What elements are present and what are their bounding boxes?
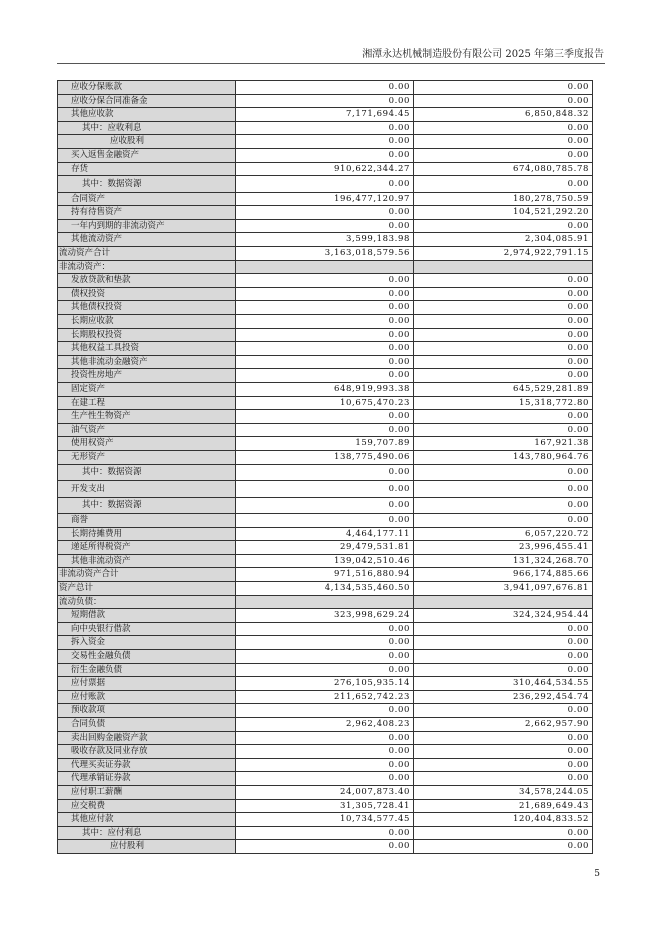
prior-period-value: 0.00 [414,481,593,498]
current-period-value: 0.00 [236,464,414,481]
current-period-value: 0.00 [236,649,414,663]
table-row [58,481,593,498]
prior-period-value: 0.00 [414,135,593,149]
table-row [58,649,593,663]
current-period-value: 24,007,873.40 [236,785,414,799]
current-period-value: 0.00 [236,81,414,95]
prior-period-value: 0.00 [414,121,593,135]
table-row [58,497,593,514]
prior-period-value: 0.00 [414,826,593,840]
current-period-value: 0.00 [236,342,414,356]
current-period-value: 0.00 [236,772,414,786]
current-period-value: 0.00 [236,219,414,233]
current-period-value: 910,622,344.27 [236,162,414,176]
row-label: 非流动资产： [58,260,236,274]
current-period-value: 4,134,535,460.50 [236,582,414,596]
prior-period-value: 0.00 [414,219,593,233]
prior-period-value: 0.00 [414,497,593,514]
prior-period-value: 0.00 [414,745,593,759]
table-row [58,219,593,233]
prior-period-value: 0.00 [414,649,593,663]
prior-period-value: 34,578,244.05 [414,785,593,799]
current-period-value: 10,675,470.23 [236,396,414,410]
row-label: 吸收存款及同业存放 [58,745,236,759]
table-row [58,162,593,176]
table-row [58,731,593,745]
table-row [58,437,593,451]
table-row [58,745,593,759]
section-header-row [58,595,593,609]
table-row [58,813,593,827]
current-period-value: 0.00 [236,826,414,840]
table-row [58,423,593,437]
table-row [58,717,593,731]
row-label: 衍生金融负债 [58,663,236,677]
row-label: 长期股权投资 [58,328,236,342]
prior-period-value: 0.00 [414,704,593,718]
row-label: 其中：应收利息 [58,121,236,135]
table-row [58,355,593,369]
report-header-title: 湘潭永达机械制造股份有限公司 2025 年第三季度报告 [362,49,604,60]
prior-period-value: 143,780,964.76 [414,450,593,464]
prior-period-value: 0.00 [414,514,593,528]
current-period-value: 0.00 [236,274,414,288]
current-period-value: 0.00 [236,410,414,424]
row-label: 流动负债： [58,595,236,609]
table-row [58,382,593,396]
row-label: 生产性生物资产 [58,410,236,424]
table-row [58,315,593,329]
row-label: 代理买卖证券款 [58,758,236,772]
row-label: 合同负债 [58,717,236,731]
row-label: 投资性房地产 [58,369,236,383]
current-period-value: 648,919,993.38 [236,382,414,396]
row-label: 开发支出 [58,481,236,498]
current-period-value: 0.00 [236,176,414,193]
current-period-value: 0.00 [236,497,414,514]
row-label: 固定资产 [58,382,236,396]
prior-period-value [414,595,593,609]
current-period-value: 139,042,510.46 [236,554,414,568]
row-label: 合同资产 [58,192,236,206]
current-period-value [236,260,414,274]
table-row [58,135,593,149]
row-label: 其他非流动资产 [58,554,236,568]
row-label: 债权投资 [58,287,236,301]
row-label: 预收款项 [58,704,236,718]
prior-period-value: 0.00 [414,758,593,772]
current-period-value: 0.00 [236,745,414,759]
row-label: 长期待摊费用 [58,527,236,541]
current-period-value: 7,171,694.45 [236,108,414,122]
prior-period-value: 0.00 [414,81,593,95]
prior-period-value: 2,304,085.91 [414,233,593,247]
table-row [58,247,593,261]
current-period-value: 138,775,490.06 [236,450,414,464]
row-label: 其他权益工具投资 [58,342,236,356]
row-label: 其他应付款 [58,813,236,827]
balance-sheet-table [57,80,593,854]
prior-period-value: 674,080,785.78 [414,162,593,176]
prior-period-value: 324,324,954.44 [414,609,593,623]
prior-period-value: 0.00 [414,315,593,329]
current-period-value: 0.00 [236,121,414,135]
row-label: 应付股利 [58,840,236,854]
current-period-value: 0.00 [236,148,414,162]
prior-period-value: 131,324,268.70 [414,554,593,568]
table-row [58,677,593,691]
table-row [58,636,593,650]
table-row [58,663,593,677]
table-row [58,192,593,206]
prior-period-value: 3,941,097,676.81 [414,582,593,596]
current-period-value: 0.00 [236,287,414,301]
current-period-value: 10,734,577.45 [236,813,414,827]
prior-period-value: 0.00 [414,464,593,481]
table-row [58,514,593,528]
table-row [58,450,593,464]
row-label: 持有待售资产 [58,206,236,220]
row-label: 应付账款 [58,690,236,704]
row-label: 其他债权投资 [58,301,236,315]
table-row [58,541,593,555]
row-label: 应收分保账款 [58,81,236,95]
current-period-value: 0.00 [236,301,414,315]
table-row [58,704,593,718]
prior-period-value: 120,404,833.52 [414,813,593,827]
prior-period-value: 15,318,772.80 [414,396,593,410]
current-period-value: 0.00 [236,369,414,383]
table-row [58,840,593,854]
table-row [58,94,593,108]
prior-period-value [414,260,593,274]
row-label: 存货 [58,162,236,176]
current-period-value: 0.00 [236,328,414,342]
current-period-value: 211,652,742.23 [236,690,414,704]
table-row [58,176,593,193]
section-header-row [58,260,593,274]
current-period-value: 0.00 [236,840,414,854]
current-period-value: 0.00 [236,622,414,636]
table-row [58,410,593,424]
table-row [58,328,593,342]
current-period-value: 0.00 [236,731,414,745]
row-label: 应交税费 [58,799,236,813]
row-label: 卖出回购金融资产款 [58,731,236,745]
table-row [58,527,593,541]
row-label: 向中央银行借款 [58,622,236,636]
current-period-value: 0.00 [236,663,414,677]
row-label: 非流动资产合计 [58,568,236,582]
table-row [58,206,593,220]
row-label: 应收股利 [58,135,236,149]
table-row [58,121,593,135]
current-period-value: 0.00 [236,636,414,650]
row-label: 资产总计 [58,582,236,596]
prior-period-value: 6,057,220.72 [414,527,593,541]
prior-period-value: 0.00 [414,355,593,369]
table-row [58,622,593,636]
table-row [58,785,593,799]
prior-period-value: 0.00 [414,636,593,650]
current-period-value: 4,464,177.11 [236,527,414,541]
table-row [58,148,593,162]
current-period-value [236,595,414,609]
row-label: 其他非流动金融资产 [58,355,236,369]
prior-period-value: 21,689,649.43 [414,799,593,813]
row-label: 商誉 [58,514,236,528]
prior-period-value: 236,292,454.74 [414,690,593,704]
prior-period-value: 0.00 [414,663,593,677]
prior-period-value: 0.00 [414,287,593,301]
prior-period-value: 104,521,292.20 [414,206,593,220]
current-period-value: 2,962,408.23 [236,717,414,731]
current-period-value: 0.00 [236,704,414,718]
prior-period-value: 0.00 [414,94,593,108]
row-label: 其中：数据资源 [58,176,236,193]
row-label: 买入返售金融资产 [58,148,236,162]
row-label: 流动资产合计 [58,247,236,261]
row-label: 长期应收款 [58,315,236,329]
current-period-value: 29,479,531.81 [236,541,414,555]
prior-period-value: 0.00 [414,369,593,383]
prior-period-value: 645,529,281.89 [414,382,593,396]
prior-period-value: 0.00 [414,772,593,786]
current-period-value: 3,599,183.98 [236,233,414,247]
row-label: 其他应收款 [58,108,236,122]
current-period-value: 0.00 [236,355,414,369]
prior-period-value: 310,464,534.55 [414,677,593,691]
row-label: 递延所得税资产 [58,541,236,555]
table-row [58,342,593,356]
current-period-value: 0.00 [236,481,414,498]
current-period-value: 159,707.89 [236,437,414,451]
row-label: 发放贷款和垫款 [58,274,236,288]
table-row [58,772,593,786]
current-period-value: 323,998,629.24 [236,609,414,623]
row-label: 短期借款 [58,609,236,623]
table-row [58,287,593,301]
prior-period-value: 0.00 [414,622,593,636]
table-row [58,81,593,95]
prior-period-value: 2,974,922,791.15 [414,247,593,261]
row-label: 其他流动资产 [58,233,236,247]
current-period-value: 971,516,880.94 [236,568,414,582]
prior-period-value: 0.00 [414,328,593,342]
prior-period-value: 0.00 [414,342,593,356]
table-row [58,301,593,315]
current-period-value: 3,163,018,579.56 [236,247,414,261]
page-number: 5 [594,869,600,879]
table-row [58,369,593,383]
prior-period-value: 0.00 [414,731,593,745]
current-period-value: 0.00 [236,758,414,772]
table-row [58,554,593,568]
table-row [58,233,593,247]
table-row [58,464,593,481]
current-period-value: 196,477,120.97 [236,192,414,206]
row-label: 一年内到期的非流动资产 [58,219,236,233]
current-period-value: 276,105,935.14 [236,677,414,691]
table-row [58,799,593,813]
row-label: 无形资产 [58,450,236,464]
current-period-value: 0.00 [236,514,414,528]
table-row [58,609,593,623]
prior-period-value: 966,174,885.66 [414,568,593,582]
prior-period-value: 2,662,957.90 [414,717,593,731]
row-label: 其中：数据资源 [58,497,236,514]
prior-period-value: 0.00 [414,301,593,315]
row-label: 应付票据 [58,677,236,691]
prior-period-value: 0.00 [414,410,593,424]
current-period-value: 0.00 [236,135,414,149]
current-period-value: 0.00 [236,423,414,437]
row-label: 应付职工薪酬 [58,785,236,799]
table-row [58,274,593,288]
table-row [58,396,593,410]
table-row [58,758,593,772]
prior-period-value: 0.00 [414,274,593,288]
current-period-value: 0.00 [236,206,414,220]
row-label: 使用权资产 [58,437,236,451]
prior-period-value: 23,996,455.41 [414,541,593,555]
prior-period-value: 0.00 [414,840,593,854]
current-period-value: 0.00 [236,94,414,108]
row-label: 拆入资金 [58,636,236,650]
row-label: 交易性金融负债 [58,649,236,663]
row-label: 在建工程 [58,396,236,410]
prior-period-value: 0.00 [414,148,593,162]
row-label: 代理承销证券款 [58,772,236,786]
prior-period-value: 167,921.38 [414,437,593,451]
table-row [58,690,593,704]
prior-period-value: 180,278,750.59 [414,192,593,206]
header-divider [57,63,605,64]
prior-period-value: 0.00 [414,423,593,437]
table-row [58,108,593,122]
current-period-value: 0.00 [236,315,414,329]
prior-period-value: 6,850,848.32 [414,108,593,122]
row-label: 油气资产 [58,423,236,437]
row-label: 其中：数据资源 [58,464,236,481]
current-period-value: 31,305,728.41 [236,799,414,813]
row-label: 应收分保合同准备金 [58,94,236,108]
table-row [58,826,593,840]
table-row [58,582,593,596]
row-label: 其中：应付利息 [58,826,236,840]
table-row [58,568,593,582]
prior-period-value: 0.00 [414,176,593,193]
